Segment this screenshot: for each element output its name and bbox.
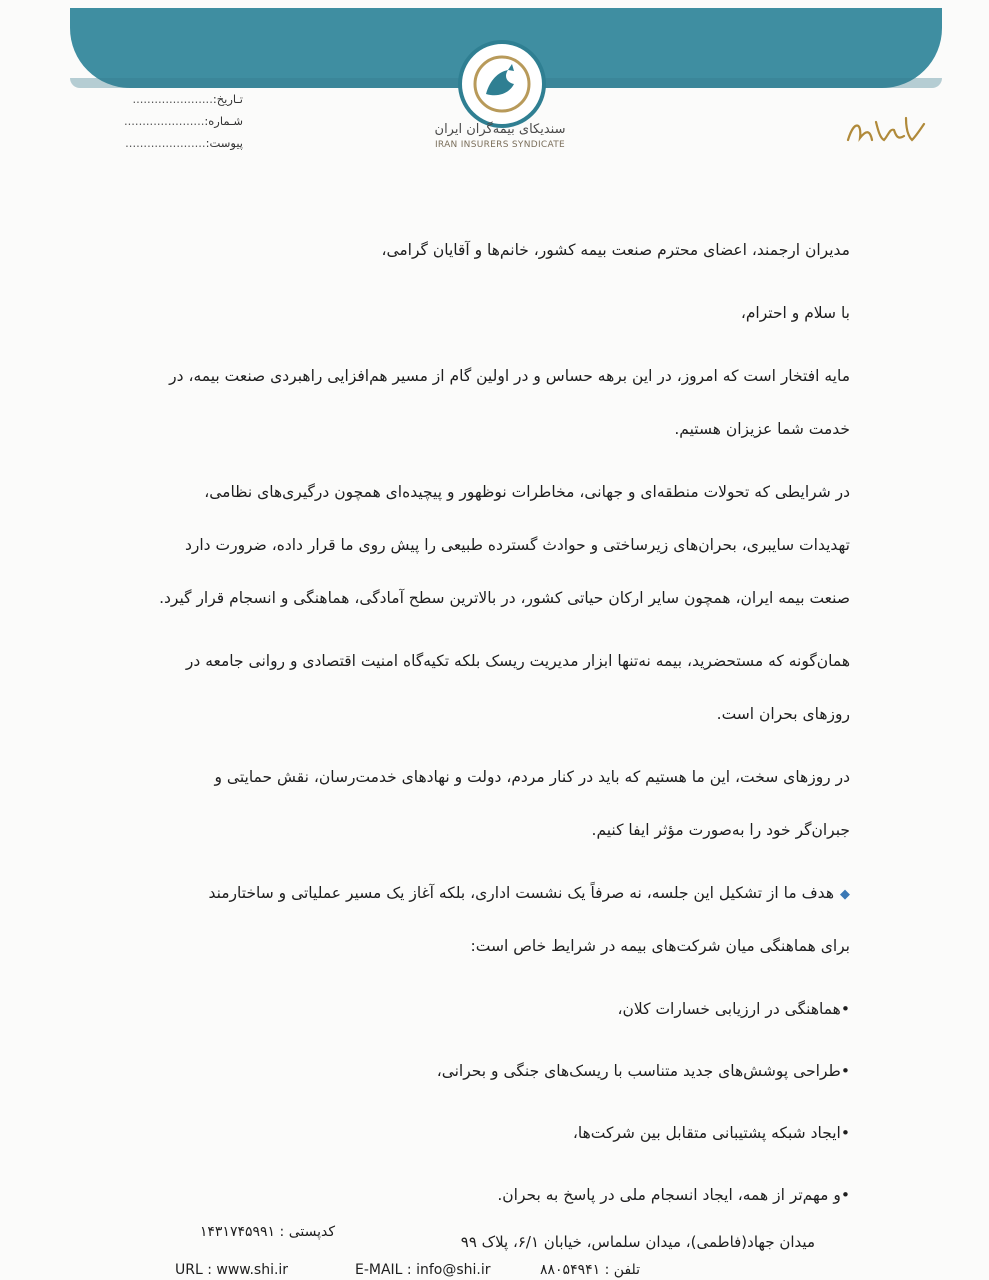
footer-url: URL : www.shi.ir [175, 1262, 289, 1278]
meta-number [108, 110, 243, 132]
meta-date [108, 88, 243, 110]
list-item: •هماهنگی در ارزیابی خسارات کلان، [617, 1000, 850, 1018]
meta-number-dots: ...................... [123, 114, 205, 128]
org-name-en: IRAN INSURERS SYNDICATE [434, 140, 566, 150]
meta-attachment-label: پیوست: [205, 136, 243, 150]
meta-date-dots: ...................... [132, 92, 213, 106]
paragraph-2-line-2: تهدیدات سایبری، بحران‌های زیرساختی و حوادث گسترده طبیعی را پیش روی ما قرار داده، ضرورت دارد [184, 536, 850, 554]
paragraph-2-line-1: در شرایطی که تحولات منطقه‌ای و جهانی، مخاطرات نوظهور و پیچیده‌ای همچون درگیری‌های نظامی، [204, 483, 850, 501]
paragraph-2-line-3: صنعت بیمه ایران، همچون سایر ارکان حیاتی کشور، در بالاترین سطح آمادگی، هماهنگی و انسجام قرار گیرد. [159, 589, 850, 607]
meta-date-label: تـاریخ: [212, 92, 243, 106]
footer-email: E-MAIL : info@shi.ir [355, 1262, 491, 1278]
letter-meta [108, 88, 243, 154]
paragraph-4-line-1: در روزهای سخت، این ما هستیم که باید در کنار مردم، دولت و نهادهای خدمت‌رسان، نقش حمایتی و [214, 768, 850, 786]
footer-postal-code: کدپستی : ۱۴۳۱۷۴۵۹۹۱ [199, 1224, 335, 1240]
signature-secretary-general [840, 100, 930, 160]
org-name-fa: سندیکای بیمه‌گران ایران [434, 122, 566, 137]
footer-address: میدان جهاد(فاطمی)، میدان سلماس، خیابان ۶/۱، پلاک ۹۹ [460, 1233, 815, 1251]
paragraph-1-line-2: خدمت شما عزیزان هستیم. [674, 420, 850, 438]
diamond-bullet-icon: ◆ [840, 887, 850, 902]
meta-attachment [108, 132, 243, 154]
list-item: •طراحی پوشش‌های جدید متناسب با ریسک‌های جنگی و بحرانی، [436, 1062, 850, 1080]
paragraph-5-line-2: برای هماهنگی میان شرکت‌های بیمه در شرایط خاص است: [470, 937, 850, 955]
meta-number-label: شـماره: [204, 114, 243, 128]
syndicate-logo-icon [458, 40, 546, 128]
paragraph-5-line-1 [132, 871, 850, 924]
letter-body [132, 228, 850, 1235]
paragraph-3-line-1: همان‌گونه که مستحضرید، بیمه نه‌تنها ابزار مدیریت ریسک بلکه تکیه‌گاه امنیت اقتصادی و روانی جامعه در [185, 652, 850, 670]
greeting: با سلام و احترام، [740, 304, 850, 322]
paragraph-5-line-1-text: هدف ما از تشکیل این جلسه، نه صرفاً یک نشست اداری، بلکه آغاز یک مسیر عملیاتی و ساختارمند [208, 884, 834, 902]
meta-attachment-dots: ...................... [125, 136, 206, 150]
list-item: •و مهم‌تر از همه، ایجاد انسجام ملی در پاسخ به بحران. [497, 1186, 850, 1204]
salutation: مدیران ارجمند، اعضای محترم صنعت بیمه کشور، خانم‌ها و آقایان گرامی، [381, 241, 850, 259]
paragraph-4-line-2: جبران‌گر خود را به‌صورت مؤثر ایفا کنیم. [591, 821, 850, 839]
list-item: •ایجاد شبکه پشتیبانی متقابل بین شرکت‌ها، [572, 1124, 850, 1142]
paragraph-3-line-2: روزهای بحران است. [716, 705, 850, 723]
paragraph-1-line-1: مایه افتخار است که امروز، در این برهه حساس و در اولین گام از مسیر هم‌افزایی راهبردی صنعت بیمه، در [169, 367, 850, 385]
footer-phone: ۸۸۰۵۴۹۴۱ : تلفن [540, 1262, 641, 1278]
